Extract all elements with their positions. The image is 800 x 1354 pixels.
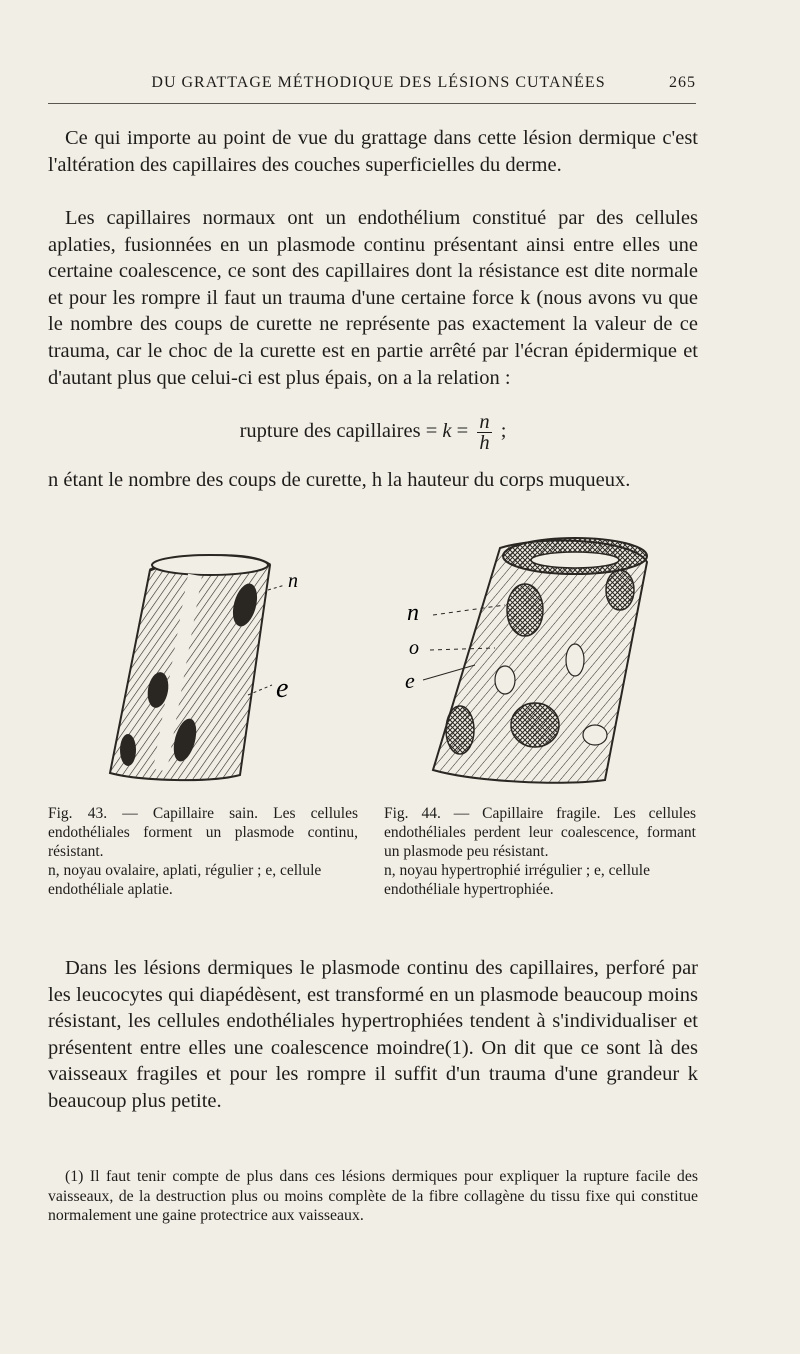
formula-end: ; bbox=[495, 420, 507, 443]
paragraph-4: Dans les lésions dermiques le plasmode continu des capillaires, perforé par les leucocytes qui diapédèsent, est transformé en un plasmode beaucoup moins résistant, les cellules endothéliales hypertrophiées tendent à s'individualiser et présentent entre elles une coalescence moindre(1). On dit que ce sont là des vaisseaux fragiles et pour les rompre il suffit d'un trauma d'une grandeur k beaucoup plus petite. bbox=[48, 957, 698, 1112]
paragraph-1: Ce qui importe au point de vue du grattage dans cette lésion dermique c'est l'altération des capillaires des couches superficielles du derme. bbox=[48, 127, 698, 176]
fig43-label-e: e bbox=[276, 673, 289, 704]
header-rule bbox=[48, 103, 696, 104]
fig43-label-n: n bbox=[288, 570, 298, 592]
running-header bbox=[48, 74, 696, 92]
fig44-caption-legend: n, noyau hypertrophié irrégulier ; e, cellule endothéliale hypertrophiée. bbox=[384, 862, 650, 898]
formula-denominator: h bbox=[479, 432, 490, 454]
fig44-label-o: o bbox=[409, 637, 419, 659]
formula bbox=[48, 412, 698, 453]
figure-44-caption bbox=[384, 804, 696, 899]
paragraph-2: Les capillaires normaux ont un endothélium constitué par des cellules aplaties, fusionnées en un plasmode continu présentant ainsi entre elles une certaine coalescence, ce sont des capillaires dont la résistance est dite normale et pour les rompre il faut un trauma d'une certaine force k (nous avons vu que le nombre des coups de curette ne représente pas exactement la valeur de ce trauma, car le choc de la curette est en partie arrêté par l'écran épidermique et d'autant plus que celui-ci est plus épais, on a la relation : bbox=[48, 207, 698, 389]
formula-numerator: n bbox=[479, 411, 490, 433]
fig43-caption-legend: n, noyau ovalaire, aplati, régulier ; e, cellule endothéliale aplatie. bbox=[48, 862, 322, 898]
fig43-caption-text: Fig. 43. — Capillaire sain. Les cellules endothéliales forment un plasmode continu, résistant. bbox=[48, 805, 358, 860]
formula-eq: = bbox=[451, 420, 474, 443]
formula-k: k bbox=[442, 420, 452, 443]
fig44-label-e: e bbox=[405, 668, 415, 693]
paragraph-3: n étant le nombre des coups de curette, h la hauteur du corps muqueux. bbox=[48, 469, 631, 491]
figure-44-fragile-capillary bbox=[395, 530, 665, 790]
running-title: DU GRATTAGE MÉTHODIQUE DES LÉSIONS CUTANÉES bbox=[151, 74, 606, 91]
figure-43-healthy-capillary bbox=[100, 545, 320, 785]
formula-left: rupture des capillaires = bbox=[239, 420, 443, 443]
figure-43-caption bbox=[48, 804, 358, 899]
footnote: (1) Il faut tenir compte de plus dans ces lésions dermiques pour expliquer la rupture facile des vaisseaux, de la destruction plus ou moins complète de la fibre collagène du tissu fixe qui constitue normalement une gaine protectrice aux vaisseaux. bbox=[48, 1168, 698, 1224]
fig44-caption-text: Fig. 44. — Capillaire fragile. Les cellules endothéliales perdent leur coalescence, formant un plasmode peu résistant. bbox=[384, 805, 696, 860]
formula-fraction bbox=[477, 412, 491, 453]
fig44-label-n: n bbox=[407, 600, 419, 626]
page-number: 265 bbox=[669, 74, 696, 91]
